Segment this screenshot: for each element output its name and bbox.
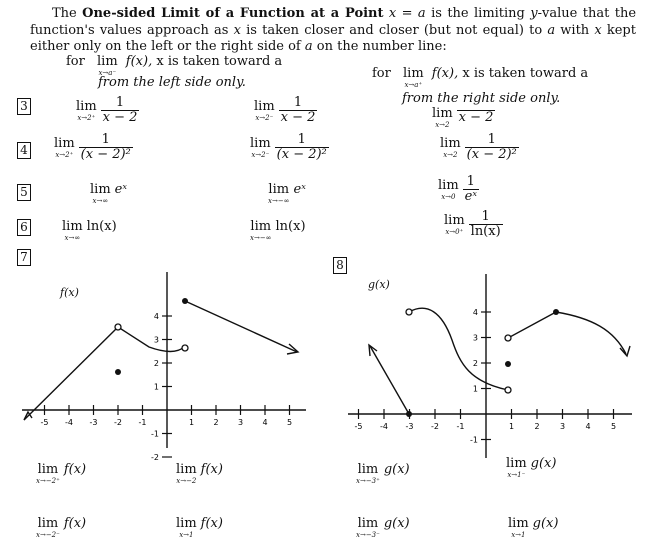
problem-6b [250, 219, 306, 242]
x-tick-label: -5 [354, 422, 363, 431]
open-point [505, 387, 511, 393]
x-tick-label: 4 [585, 422, 591, 431]
y-tick-label: 2 [472, 359, 478, 368]
problem-3a [76, 96, 139, 125]
lim-sub: x→−3⁺ [356, 477, 380, 485]
g7-question-4 [176, 516, 223, 539]
lim-sub: x→2 [435, 121, 450, 129]
problem-5b [268, 182, 306, 205]
lim-word: lim [444, 213, 465, 228]
intro-term: One-sided Limit of a Function at a Point [82, 6, 384, 21]
lim-sub: x→0 [441, 193, 456, 201]
problem-3b [254, 96, 317, 125]
lim-expression: eˣ [114, 182, 127, 197]
y-tick-label: -1 [151, 429, 159, 439]
problem-3-number: 3 [17, 98, 31, 115]
graph-8-label: g(x) [368, 278, 390, 291]
g8-question-2 [506, 456, 556, 479]
lim-word: lim [250, 219, 272, 234]
problem-5c [438, 175, 479, 204]
intro-text-5: x [233, 22, 241, 38]
y-tick-label: 2 [153, 359, 159, 368]
numerator: 1 [297, 132, 306, 147]
intro-text-9: x [594, 22, 602, 38]
lim-sub: x→∞ [64, 234, 81, 242]
x-tick-label: 5 [610, 422, 617, 431]
x-tick-label: -4 [65, 418, 73, 427]
y-tick-label: 1 [153, 382, 159, 392]
intro-text-2: is the limiting [431, 6, 525, 21]
lim-expression: g(x) [383, 516, 410, 531]
right-rule-lim: lim [403, 66, 424, 81]
lim-word: lim [176, 516, 197, 531]
problem-4b [250, 133, 329, 162]
denominator: (x − 2)² [80, 147, 131, 162]
right-rule [372, 66, 588, 89]
lim-sub: x→∞ [92, 197, 109, 205]
numerator: 1 [487, 132, 496, 147]
lim-expression: ln(x) [86, 219, 117, 234]
y-ticks [470, 308, 491, 445]
left-rule [66, 54, 282, 77]
lim-sub: x→1⁻ [507, 471, 526, 479]
lim-sub: x→2⁺ [77, 114, 96, 122]
lim-expression: f(x) [63, 462, 87, 477]
intro-paragraph [30, 6, 636, 56]
denominator: x − 2 [102, 110, 138, 125]
lim-sub: x→−∞ [268, 197, 290, 205]
lim-word: lim [90, 182, 111, 197]
lim-word: lim [176, 462, 197, 477]
denominator: (x − 2)² [276, 147, 327, 162]
numerator: 1 [115, 95, 125, 110]
x-tick-label: 2 [534, 422, 540, 431]
graph-7 [14, 270, 314, 462]
x-tick-label: -4 [380, 422, 388, 431]
x-tick-label: -3 [89, 418, 98, 427]
right-rule-note: from the right side only. [402, 91, 561, 106]
g8-question-4 [508, 516, 558, 539]
problem-6c [444, 210, 503, 239]
right-rule-fx: f(x), [431, 66, 459, 81]
lim-word: lim [506, 456, 527, 471]
lim-word: lim [62, 219, 83, 234]
lim-sub: x→1 [511, 531, 526, 539]
x-tick-label: 3 [559, 422, 566, 431]
lim-word: lim [508, 516, 529, 531]
intro-text-12: on the number line: [316, 39, 447, 54]
intro-text-6: is taken closer and closer (but not equal) to [246, 22, 543, 38]
intro-text-1: x = a [388, 6, 426, 21]
y-tick-label: 4 [153, 312, 159, 321]
lim-expression: g(x) [383, 462, 410, 477]
x-tick-label: -2 [114, 418, 122, 427]
lim-word: lim [37, 462, 59, 477]
lim-word: lim [357, 516, 379, 531]
x-tick-label: 1 [508, 422, 515, 431]
curve-right-rise [508, 312, 556, 338]
problem-6-number: 6 [17, 219, 31, 236]
graph-7-label: f(x) [60, 286, 79, 299]
lim-sub: x→−3⁻ [356, 531, 380, 539]
lim-word: lim [54, 136, 75, 151]
intro-text-4: -value that the function's values approach as [30, 6, 637, 38]
g8-question-1 [356, 462, 410, 485]
numerator: 1 [101, 132, 110, 147]
intro-text-8: with [560, 22, 590, 38]
lim-expression: g(x) [532, 516, 559, 531]
g7-question-2 [176, 462, 223, 485]
lim-sub: x→2⁻ [255, 114, 274, 122]
x-tick-label: 3 [237, 418, 244, 427]
lim-expression: f(x) [200, 462, 223, 477]
filled-point [505, 361, 511, 367]
curve-middle [118, 327, 184, 352]
filled-point [553, 309, 559, 315]
x-ticks [355, 409, 617, 431]
g7-question-3 [36, 516, 86, 539]
left-rule-tail: x is taken toward a [156, 54, 283, 69]
intro-text-7: a [547, 22, 556, 38]
numerator: 1 [293, 95, 303, 110]
x-tick-label: -3 [405, 422, 414, 431]
lim-expression: eˣ [293, 182, 306, 197]
numerator: 1 [466, 174, 475, 189]
right-rule-sub: x→a⁺ [404, 81, 423, 89]
open-point [115, 324, 121, 330]
denominator: (x − 2)² [466, 147, 517, 162]
intro-text-10: kept either only on the left or the right side of [30, 22, 636, 54]
problem-5-number: 5 [17, 184, 31, 201]
y-tick-label: -1 [470, 435, 478, 445]
lim-sub: x→2⁺ [55, 151, 74, 159]
denominator: x − 2 [458, 110, 494, 125]
left-rule-lim: lim [97, 54, 118, 69]
g7-question-1 [36, 462, 86, 485]
lim-word: lim [37, 516, 59, 531]
graph-7-number: 7 [17, 249, 31, 266]
open-point [505, 335, 511, 341]
right-rule-for: for [372, 66, 391, 81]
open-point [182, 345, 188, 351]
y-ticks [151, 312, 172, 462]
x-tick-label: -2 [431, 422, 439, 431]
lim-word: lim [432, 106, 453, 121]
lim-sub: x→1 [179, 531, 194, 539]
intro-text-11: a [304, 39, 313, 54]
problem-4a [54, 133, 133, 162]
problem-5a [90, 182, 127, 205]
denominator: x − 2 [280, 110, 316, 125]
lim-word: lim [440, 136, 461, 151]
lim-sub: x→−∞ [250, 234, 272, 242]
intro-lead: The [52, 6, 77, 21]
x-ticks [41, 405, 293, 427]
y-tick-label: 4 [472, 308, 478, 317]
problem-6a [62, 219, 117, 242]
lim-word: lim [76, 99, 97, 114]
lim-sub: x→2 [443, 151, 458, 159]
left-rule-fx: f(x), [125, 54, 153, 69]
arrow-right [287, 344, 298, 354]
filled-point [182, 298, 188, 304]
lim-expression: f(x) [200, 516, 223, 531]
lim-expression: g(x) [530, 456, 557, 471]
lim-sub: x→−2⁺ [36, 477, 60, 485]
y-tick-label: -2 [151, 453, 159, 462]
filled-point [406, 411, 412, 417]
problem-3c [432, 106, 495, 129]
curve-right-segment [185, 301, 297, 352]
x-tick-label: -1 [138, 418, 147, 427]
curve-left-segment [370, 346, 409, 414]
curve-middle [409, 308, 508, 390]
x-tick-label: 1 [188, 418, 195, 427]
left-rule-for: for [66, 54, 85, 69]
y-tick-label: 3 [472, 333, 478, 343]
x-tick-label: 5 [286, 418, 293, 427]
y-tick-label: 3 [153, 335, 159, 345]
lim-word: lim [438, 178, 459, 193]
graph-8 [342, 270, 638, 460]
lim-expression: f(x) [63, 516, 87, 531]
lim-word: lim [268, 182, 290, 197]
problem-4-number: 4 [17, 142, 31, 159]
lim-word: lim [254, 99, 275, 114]
numerator: 1 [481, 209, 490, 224]
problem-4c [440, 133, 519, 162]
x-tick-label: -1 [456, 422, 465, 431]
curve-left-segment [24, 327, 118, 420]
denominator: eˣ [464, 189, 477, 204]
x-tick-label: -5 [40, 418, 49, 427]
g8-question-3 [356, 516, 410, 539]
x-tick-label: 2 [213, 418, 219, 427]
lim-sub: x→−2⁻ [36, 531, 60, 539]
y-tick-label: 1 [472, 384, 478, 394]
lim-sub: x→−2 [176, 477, 197, 485]
x-tick-label: 4 [262, 418, 268, 427]
lim-word: lim [250, 136, 271, 151]
right-rule-tail: x is taken toward a [462, 66, 589, 81]
open-point [406, 309, 412, 315]
graph-8-number: 8 [333, 257, 347, 274]
lim-expression: ln(x) [275, 219, 306, 234]
filled-point [115, 369, 121, 375]
left-rule-note: from the left side only. [98, 75, 246, 90]
lim-word: lim [357, 462, 379, 477]
curve-right-fall [556, 312, 626, 354]
denominator: ln(x) [470, 224, 501, 239]
lim-sub: x→2⁻ [251, 151, 270, 159]
intro-text-3: y [530, 6, 538, 21]
left-rule-sub: x→a⁻ [98, 69, 117, 77]
lim-sub: x→0⁺ [445, 228, 464, 236]
